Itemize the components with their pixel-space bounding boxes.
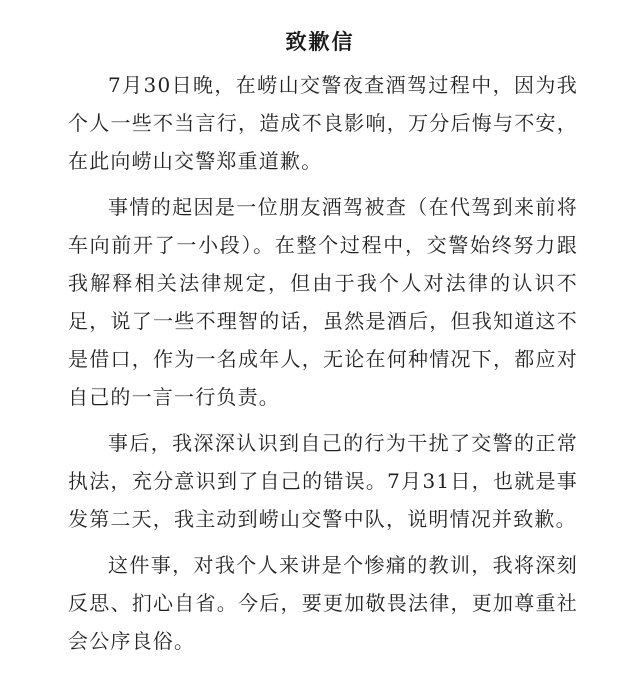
paragraph-2: 事情的起因是一位朋友酒驾被查（在代驾到来前将车向前开了一小段）。在整个过程中，交警始终努力跟我解释相关法律规定，但由于我个人对法律的认识不足，说了一些不理智的话，虽然是酒后，但我知道这不是借口，作为一名成年人，无论在何种情况下，都应对自己的一言一行负责。 — [68, 195, 578, 409]
letter-title: 致歉信 — [285, 29, 355, 54]
paragraph-1: 7月30日晚，在崂山交警夜查酒驾过程中，因为我个人一些不当言行，造成不良影响，万分后悔与不安，在此向崂山交警郑重道歉。 — [68, 73, 578, 173]
paragraph-4: 这件事，对我个人来讲是个惨痛的教训，我将深刻反思、扪心自省。今后，要更加敬畏法律，更加尊重社会公序良俗。 — [68, 553, 578, 653]
letter-body — [68, 66, 578, 668]
paragraph-3: 事后，我深深认识到自己的行为干扰了交警的正常执法，充分意识到了自己的错误。7月31日，也就是事发第二天，我主动到崂山交警中队，说明情况并致歉。 — [68, 431, 578, 531]
